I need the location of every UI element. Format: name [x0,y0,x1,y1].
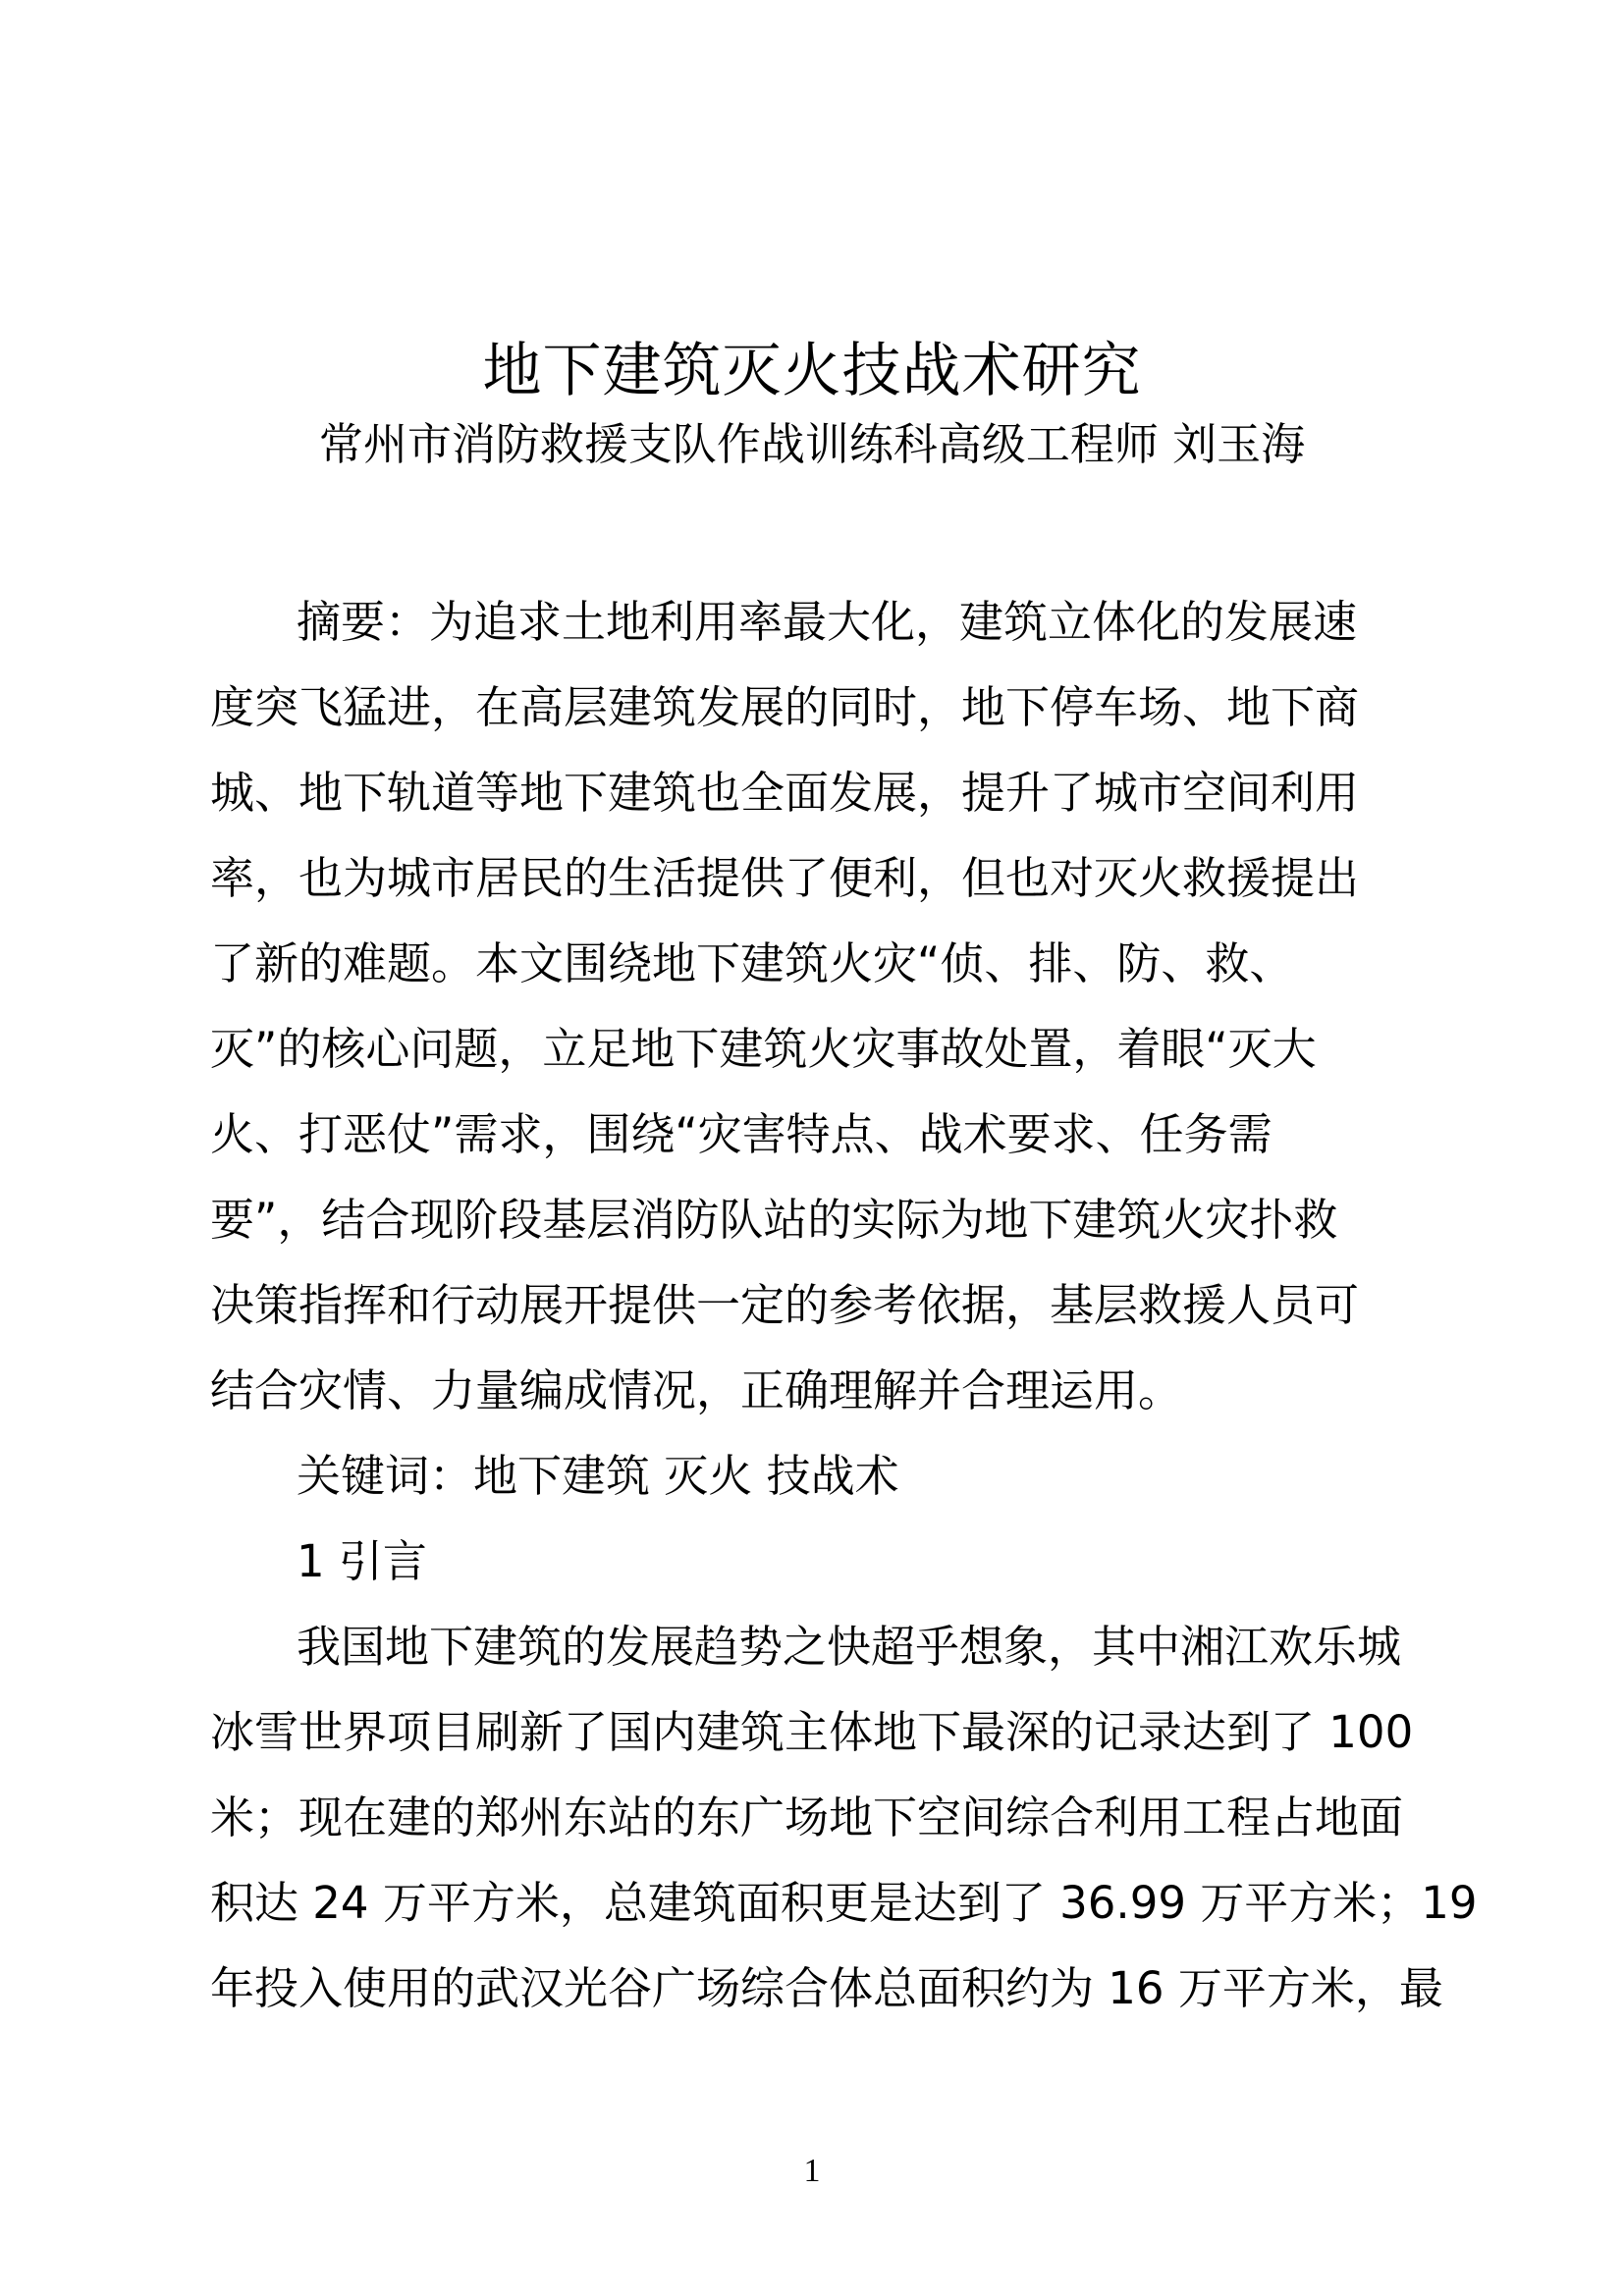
abstract-line: 度突飞猛进，在高层建筑发展的同时，地下停车场、地下商 [210,681,1360,733]
abstract-line: 灭”的核心问题，立足地下建筑火灾事故处置，着眼“灭大 [210,1023,1317,1075]
author-line: 常州市消防救援支队作战训练科高级工程师 刘玉海 [318,418,1306,470]
body-line: 我国地下建筑的发展趋势之快超乎想象，其中湘江欢乐城 [297,1621,1402,1673]
section-heading: 1 引言 [297,1535,427,1587]
abstract-line: 摘要：为追求土地利用率最大化，建筑立体化的发展速 [297,596,1358,648]
abstract-line: 了新的难题。本文围绕地下建筑火灾“侦、排、防、救、 [210,937,1294,989]
abstract-line: 城、地下轨道等地下建筑也全面发展，提升了城市空间利用 [210,767,1360,819]
abstract-line: 结合灾情、力量编成情况，正确理解并合理运用。 [210,1364,1183,1416]
abstract-line: 火、打恶仗”需求，围绕“灾害特点、战术要求、任务需 [210,1108,1272,1160]
abstract-line: 决策指挥和行动展开提供一定的参考依据，基层救援人员可 [210,1279,1360,1331]
page-number: 1 [803,2153,821,2189]
body-line: 米；现在建的郑州东站的东广场地下空间综合利用工程占地面 [210,1791,1404,1843]
abstract-line: 要”，结合现阶段基层消防队站的实际为地下建筑火灾扑救 [210,1194,1338,1246]
body-line: 年投入使用的武汉光谷广场综合体总面积约为 16 万平方米，最 [210,1962,1443,2014]
abstract-line: 率，也为城市居民的生活提供了便利，但也对灭火救援提出 [210,852,1360,904]
document-title: 地下建筑灭火技战术研究 [482,337,1142,405]
keywords-line: 关键词：地下建筑 灭火 技战术 [297,1450,899,1502]
body-line: 积达 24 万平方米，总建筑面积更是达到了 36.99 万平方米；19 [210,1877,1478,1929]
body-line: 冰雪世界项目刷新了国内建筑主体地下最深的记录达到了 100 [210,1706,1414,1758]
